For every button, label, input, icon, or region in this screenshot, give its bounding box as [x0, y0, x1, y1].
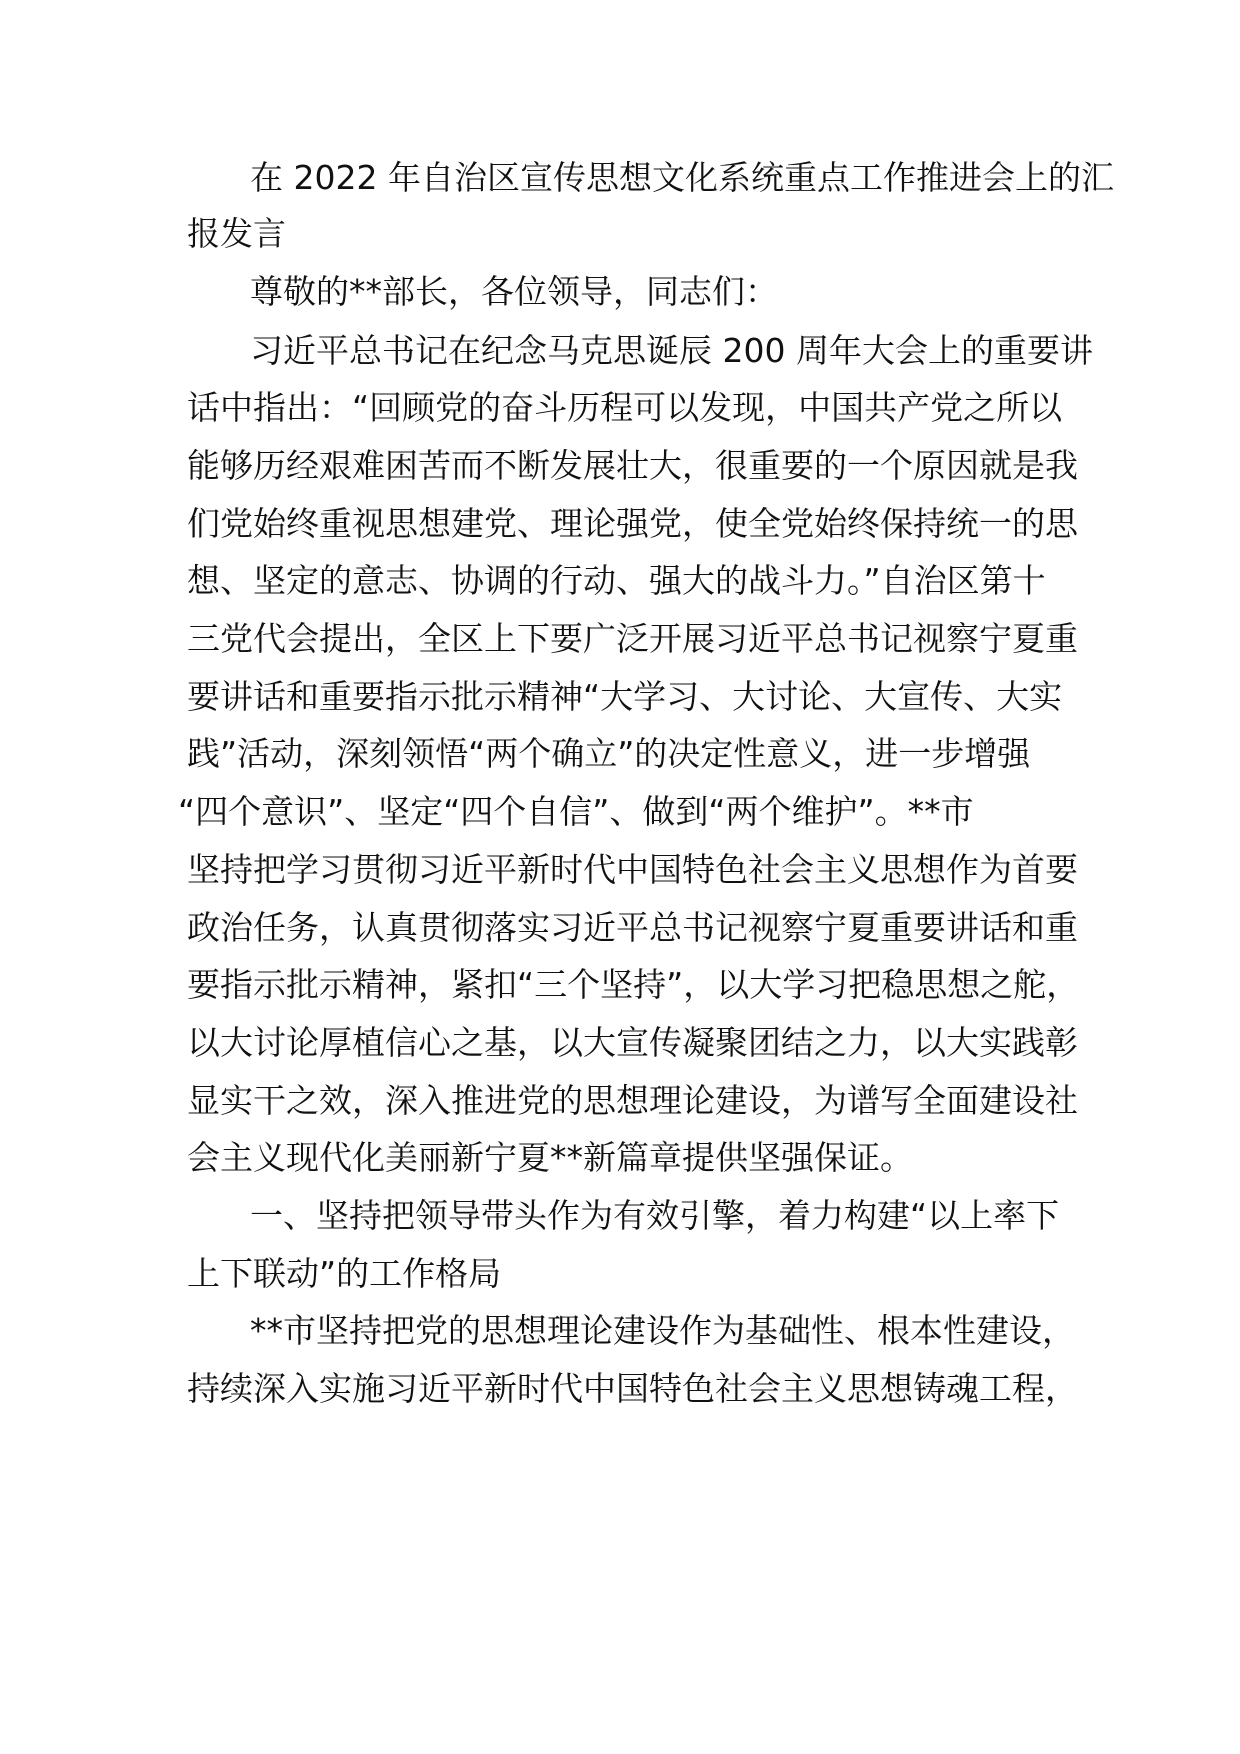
paragraph1-line-2: 话中指出：“回顾党的奋斗历程可以发现，中国共产党之所以 [187, 388, 1063, 427]
paragraph1-line-1: 习近平总书记在纪念马克思诞辰 200 周年大会上的重要讲 [250, 331, 1093, 370]
paragraph1-line-5: 想、坚定的意志、协调的行动、强大的战斗力。”自治区第十 [187, 561, 1046, 600]
salutation: 尊敬的**部长，各位领导，同志们： [250, 272, 778, 311]
section-heading-1-line-2: 上下联动”的工作格局 [187, 1254, 502, 1293]
paragraph1-line-12: 要指示批示精神，紧扣“三个坚持”，以大学习把稳思想之舵， [187, 965, 1080, 1004]
paragraph1-line-10: 坚持把学习贯彻习近平新时代中国特色社会主义思想作为首要 [187, 850, 1078, 889]
paragraph1-line-15: 会主义现代化美丽新宁夏**新篇章提供坚强保证。 [187, 1138, 913, 1177]
paragraph1-line-14: 显实干之效，深入推进党的思想理论建设，为谱写全面建设社 [187, 1081, 1078, 1120]
paragraph2-line-2: 持续深入实施习近平新时代中国特色社会主义思想铸魂工程， [187, 1369, 1078, 1408]
title-line-1: 在 2022 年自治区宣传思想文化系统重点工作推进会上的汇 [250, 158, 1114, 197]
paragraph1-line-8: 践”活动，深刻领悟“两个确立”的决定性意义，进一步增强 [187, 734, 1031, 773]
paragraph1-line-7: 要讲话和重要指示批示精神“大学习、大讨论、大宣传、大实 [187, 677, 1063, 716]
paragraph1-line-11: 政治任务，认真贯彻落实习近平总书记视察宁夏重要讲话和重 [187, 908, 1078, 947]
paragraph1-line-4: 们党始终重视思想建党、理论强党，使全党始终保持统一的思 [187, 504, 1078, 543]
paragraph2-line-1: **市坚持把党的思想理论建设作为基础性、根本性建设， [250, 1311, 1075, 1350]
paragraph1-line-13: 以大讨论厚植信心之基，以大宣传凝聚团结之力，以大实践彰 [187, 1023, 1078, 1062]
section-heading-1-line-1: 一、坚持把领导带头作为有效引擎，着力构建“以上率下 [250, 1196, 1060, 1235]
paragraph1-line-9: “四个意识”、坚定“四个自信”、做到“两个维护”。**市 [178, 792, 974, 831]
paragraph1-line-3: 能够历经艰难困苦而不断发展壮大，很重要的一个原因就是我 [187, 446, 1078, 485]
title-line-2: 报发言 [187, 214, 286, 253]
paragraph1-line-6: 三党代会提出，全区上下要广泛开展习近平总书记视察宁夏重 [187, 619, 1078, 658]
